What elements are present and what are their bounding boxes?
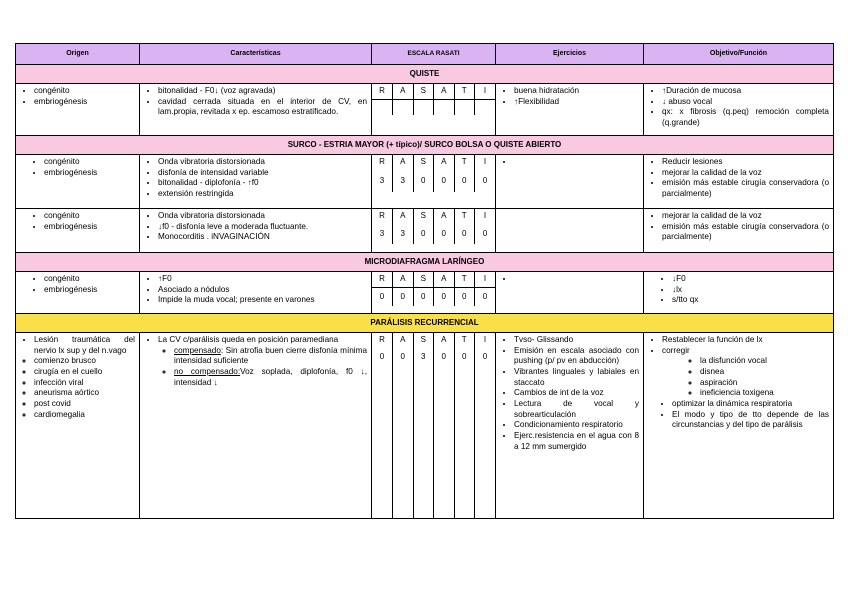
rasati-score: 0 (413, 170, 434, 192)
section-micro (16, 253, 834, 272)
list-item: ◦ ineficiencia toxigena (700, 388, 829, 399)
list-item: • congénito (44, 274, 135, 285)
rasati-letter: T (454, 155, 475, 170)
rasati-score: 0 (393, 288, 414, 307)
header-caracteristicas: Características (140, 44, 372, 65)
list-item: • Emisión en escala asociado con pushing (p/ pv en abducción) (514, 346, 639, 367)
list-item: • ↓lx (672, 285, 829, 296)
list-item: ◦ aspiración (700, 378, 829, 389)
cell-objetivo (644, 333, 834, 519)
row-paralisis (16, 333, 834, 519)
list-item: ◦ disnea (700, 367, 829, 378)
rasati-score: 0 (434, 170, 455, 192)
list-item: • emisión más estable cirugía conservadora (o parcialmente) (662, 222, 829, 243)
rasati-letter: A (393, 209, 414, 224)
header-ejercicios: Ejercicios (496, 44, 644, 65)
compensado-text: : Sin atrofia buen cierre disfonía mínima intensidad suficiente (174, 345, 367, 366)
rasati-letter: I (475, 84, 496, 100)
list-item: • embriogénesis (44, 222, 135, 233)
list-item: • emisión más estable cirugía conservadora (o parcialmente) (662, 178, 829, 199)
cell-caracteristicas (140, 272, 372, 314)
list-item: • buena hidratación (514, 86, 639, 97)
list-item: • Condicionamiento respiratorio (514, 420, 639, 431)
cell-origen (16, 272, 140, 314)
cell-caracteristicas (140, 84, 372, 136)
rasati-letter: R (372, 84, 393, 100)
rasati-letter: I (475, 272, 496, 288)
rasati-letter: R (372, 333, 393, 348)
list-item: • optimizar la dinámica respiratoria (672, 399, 829, 410)
list-item: • Impide la muda vocal; presente en varones (158, 295, 367, 306)
rasati-score: 3 (393, 170, 414, 192)
rasati-score: 0 (393, 348, 414, 518)
section-title-quiste: QUISTE (16, 65, 834, 84)
list-item: • bitonalidad - diplofonía - ↑f0 (158, 178, 367, 189)
rasati-letter: I (483, 157, 487, 167)
list-item: • mejorar la calidad de la voz (662, 211, 829, 222)
rasati-grid (372, 272, 495, 306)
rasati-score: 0 (454, 288, 475, 307)
voice-pathology-table (15, 43, 834, 519)
rasati-score (372, 100, 393, 116)
rasati-letter: S (413, 209, 434, 224)
cell-origen (16, 209, 140, 253)
rasati-letter: T (454, 333, 475, 348)
list-item (514, 157, 639, 168)
rasati-score (434, 100, 455, 116)
cell-rasati (372, 84, 496, 136)
rasati-score (393, 100, 414, 116)
list-item: • congénito (44, 211, 135, 222)
rasati-score: 0 (434, 224, 455, 244)
list-item: • mejorar la calidad de la voz (662, 168, 829, 179)
list-item: • Monocorditis . iNVAGINACIÓN (158, 232, 367, 243)
cell-caracteristicas (140, 155, 372, 209)
list-item: • s/tto qx (672, 295, 829, 306)
row-micro (16, 272, 834, 314)
cell-ejercicios (496, 84, 644, 136)
cell-rasati (372, 155, 496, 209)
list-item: • embriogénesis (44, 285, 135, 296)
list-item: • congénito (44, 157, 135, 168)
rasati-letter: A (393, 84, 414, 100)
rasati-grid (372, 84, 495, 115)
rasati-letter: A (434, 155, 455, 170)
rasati-score: 0 (372, 288, 393, 307)
list-item: • Tvso- Glissando (514, 335, 639, 346)
cell-rasati (372, 272, 496, 314)
list-item: ◦ aneurisma aórtico (34, 388, 135, 399)
rasati-letter: A (393, 155, 414, 170)
list-item: ◦ cirugía en el cuello (34, 367, 135, 378)
rasati-score: 0 (434, 348, 455, 518)
rasati-score: 0 (434, 288, 455, 307)
no-compensado-text: Voz soplada, diplofonía, f0 ↓, intensidad ↓ (174, 366, 367, 387)
list-item: • ↓F0 (672, 274, 829, 285)
list-item: • ↓f0 - disfonía leve a moderada fluctuante. (158, 222, 367, 233)
rasati-letter: S (413, 272, 434, 288)
cell-ejercicios (496, 272, 644, 314)
rasati-score (475, 100, 496, 116)
cell-caracteristicas (140, 209, 372, 253)
list-item: • qx: x fibrosis (q.peq) remoción completa (q.grande) (662, 107, 829, 128)
section-title-micro: MICRODIAFRAGMA LARÍNGEO (16, 253, 834, 272)
rasati-letter: S (413, 155, 434, 170)
header-origen: Origen (16, 44, 140, 65)
cell-origen (16, 84, 140, 136)
list-item: ◦ cardiomegalia (34, 410, 135, 421)
rasati-letter: A (393, 272, 414, 288)
section-title-surco: SURCO - ESTRIA MAYOR (+ típico)/ SURCO BOLSA O QUISTE ABIERTO (16, 136, 834, 155)
list-item: • congénito (34, 86, 135, 97)
rasati-score: 0 (482, 175, 488, 185)
rasati-letter: A (434, 333, 455, 348)
list-item: • El modo y tipo de tto depende de las circunstancias y del tipo de parálisis (672, 410, 829, 431)
list-item: • Restablecer la función de lx (662, 335, 829, 346)
list-item: • Ejerc.resistencia en el agua con 8 a 12 mm sumergido (514, 431, 639, 452)
list-item: • embriogénesis (34, 97, 135, 108)
cell-origen (16, 155, 140, 209)
cell-ejercicios (496, 209, 644, 253)
cell-objetivo (644, 155, 834, 209)
cell-objetivo (644, 209, 834, 253)
rasati-letter: I (483, 335, 487, 345)
list-item: • La CV c/parálisis queda en posición paramediana (158, 335, 367, 346)
rasati-score: 3 (372, 224, 393, 244)
cell-objetivo (644, 84, 834, 136)
header-objetivo: Objetivo/Función (644, 44, 834, 65)
list-item: • Asociado a nódulos (158, 285, 367, 296)
rasati-score: 0 (454, 224, 475, 244)
list-item: • bitonalidad - F0↓ (voz agravada) (158, 86, 367, 97)
list-item: ◦ la disfunción vocal (700, 356, 829, 367)
list-item: ◦ infección viral (34, 378, 135, 389)
list-item (174, 367, 367, 388)
rasati-letter: S (413, 84, 434, 100)
list-item: • corregir (662, 346, 829, 357)
list-item: • ↑F0 (158, 274, 367, 285)
list-item: • Onda vibratoria distorsionada (158, 157, 367, 168)
rasati-letter: I (483, 211, 487, 221)
list-item: ◦ post covid (34, 399, 135, 410)
rasati-grid (372, 209, 495, 244)
cell-ejercicios (496, 333, 644, 519)
cell-objetivo (644, 272, 834, 314)
rasati-letter: A (393, 333, 414, 348)
row-surco-2 (16, 209, 834, 253)
no-compensado-label: no compensado: (174, 366, 241, 376)
list-item: • Vibrantes linguales y labiales en staccato (514, 367, 639, 388)
rasati-score (454, 100, 475, 116)
rasati-score: 0 (454, 170, 475, 192)
list-item: • ↓ abuso vocal (662, 97, 829, 108)
rasati-letter: R (372, 209, 393, 224)
header-escala-rasati: ESCALA RASATI (372, 44, 496, 65)
rasati-grid (372, 333, 495, 518)
cell-rasati (372, 209, 496, 253)
list-item: • Lesión traumática del nervio lx sup y del n.vago (34, 335, 135, 356)
rasati-score (413, 100, 434, 116)
section-paralisis (16, 314, 834, 333)
rasati-score: 0 (482, 228, 488, 238)
rasati-score: 3 (393, 224, 414, 244)
cell-caracteristicas (140, 333, 372, 519)
rasati-letter: T (454, 84, 475, 100)
list-item: • cavidad cerrada situada en el interior de CV, en lam.propia, revitada x ep. escamoso estratificado. (158, 97, 367, 118)
list-item (514, 274, 639, 285)
list-item: • disfonía de intensidad variable (158, 168, 367, 179)
section-title-paralisis: PARÁLISIS RECURRENCIAL (16, 314, 834, 333)
header-row (16, 44, 834, 65)
list-item: • ↑Duración de mucosa (662, 86, 829, 97)
rasati-letter: A (434, 272, 455, 288)
list-item: • Lectura de vocal y sobrearticulación (514, 399, 639, 420)
list-item: • ↑Flexibilidad (514, 97, 639, 108)
rasati-score: 0 (372, 348, 393, 518)
list-item (174, 346, 367, 367)
rasati-letter: A (434, 209, 455, 224)
list-item: • Onda vibratoria distorsionada (158, 211, 367, 222)
compensado-label: compensado (174, 345, 221, 355)
rasati-letter: R (372, 272, 393, 288)
cell-ejercicios (496, 155, 644, 209)
cell-rasati (372, 333, 496, 519)
rasati-score: 0 (454, 348, 475, 518)
rasati-score: 0 (413, 288, 434, 307)
rasati-score: 0 (413, 224, 434, 244)
list-item: • Cambios de int de la voz (514, 388, 639, 399)
rasati-score: 0 (482, 291, 488, 301)
list-item: • Reducir lesiones (662, 157, 829, 168)
rasati-letter: R (372, 155, 393, 170)
rasati-letter: T (454, 209, 475, 224)
section-surco (16, 136, 834, 155)
row-surco-1 (16, 155, 834, 209)
rasati-score: 3 (413, 348, 434, 518)
row-quiste (16, 84, 834, 136)
section-quiste (16, 65, 834, 84)
rasati-letter: T (454, 272, 475, 288)
rasati-score: 0 (482, 352, 488, 361)
rasati-letter: S (413, 333, 434, 348)
list-item: ◦ comienzo brusco (34, 356, 135, 367)
rasati-grid (372, 155, 495, 192)
list-item: • embriogénesis (44, 168, 135, 179)
cell-origen (16, 333, 140, 519)
rasati-score: 3 (372, 170, 393, 192)
rasati-letter: A (434, 84, 455, 100)
list-item: • extensión restringida (158, 189, 367, 200)
